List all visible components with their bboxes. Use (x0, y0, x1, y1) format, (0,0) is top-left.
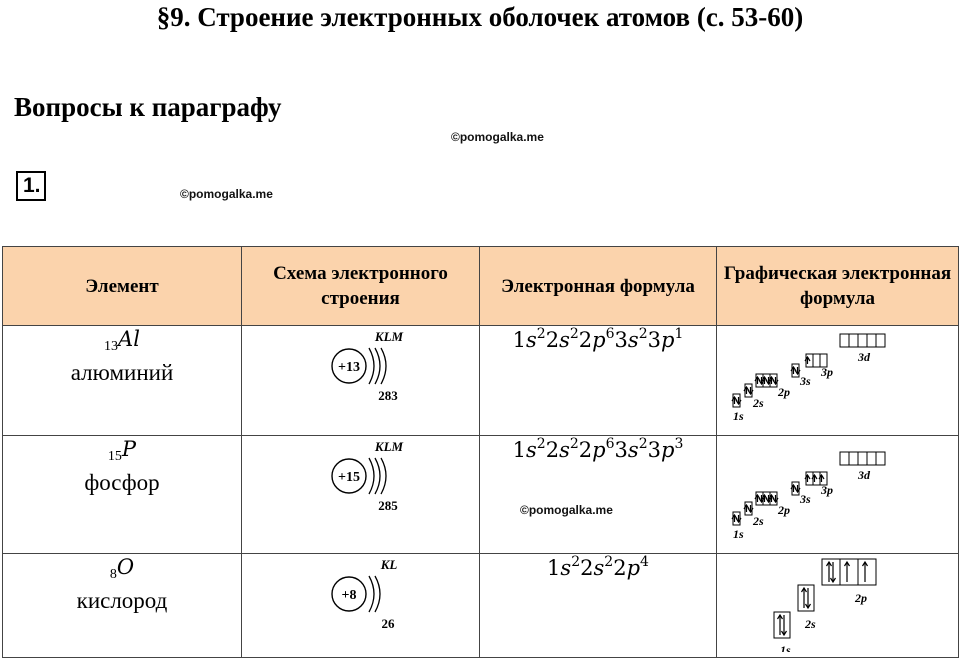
element-cell (3, 554, 242, 658)
electron-structure-table (2, 246, 959, 658)
symbol: P (121, 437, 137, 461)
electron-shell-arc (369, 348, 374, 384)
orbital-label: 3d (857, 468, 870, 482)
orbital-label: 3s (799, 492, 811, 506)
formula-electrons: 2 (638, 436, 648, 452)
formula-sublevel: s (526, 438, 537, 462)
formula-electrons: 2 (571, 554, 581, 570)
formula-electrons: 2 (638, 326, 648, 342)
formula-level: 1 (512, 328, 526, 352)
orbital-label: 2s (804, 617, 816, 631)
scheme-cell (242, 554, 480, 658)
formula-sublevel: s (560, 556, 572, 580)
orbital-label: 2s (752, 396, 764, 410)
header-element: Элемент (3, 247, 242, 326)
formula-level: 2 (578, 328, 593, 352)
orbital-box (840, 334, 849, 347)
orbital-diagram (718, 326, 958, 430)
graphic-formula-cell (717, 554, 959, 658)
formula-level: 3 (647, 438, 661, 462)
orbital-label: 3p (820, 483, 833, 497)
atomic-number: 13 (104, 339, 119, 354)
shells-label: KLM (374, 329, 403, 344)
formula-level: 3 (614, 328, 628, 352)
formula-electrons: 6 (605, 326, 615, 342)
orbital-box (840, 452, 849, 465)
formula-electrons: 3 (674, 436, 684, 452)
orbital-box (876, 452, 885, 465)
table-header-row (3, 247, 959, 326)
orbital-label: 1s (732, 409, 744, 423)
table-row (3, 554, 959, 658)
electron-formula (513, 328, 684, 352)
scheme-cell (242, 326, 480, 436)
atom-scheme-diagram (243, 554, 479, 652)
formula-sublevel: s (593, 556, 605, 580)
orbital-box (867, 452, 876, 465)
element-symbol (3, 436, 241, 470)
element-symbol (3, 554, 241, 588)
symbol: O (116, 555, 135, 579)
question-number: 1. (16, 171, 46, 201)
element-name: алюминий (70, 360, 174, 385)
formula-sublevel: s (627, 328, 639, 352)
nucleus-charge: +13 (337, 360, 360, 375)
electron-shell-arc (381, 458, 386, 494)
header-formula: Электронная формула (480, 247, 717, 326)
orbital-label: 1s (779, 643, 791, 652)
formula-level: 1 (512, 438, 526, 462)
orbital-box (867, 334, 876, 347)
orbital-label: 2p (777, 385, 790, 399)
orbital-box (813, 354, 820, 367)
electron-shell-arc (375, 348, 380, 384)
atomic-number: 15 (107, 449, 122, 464)
watermark: ©pomogalka.me (451, 130, 544, 144)
section-subtitle: Вопросы к параграфу (14, 92, 282, 122)
table-row (3, 326, 959, 436)
formula-sublevel: s (526, 328, 537, 352)
element-name: фосфор (84, 470, 160, 495)
shell-electrons: 26 (381, 616, 394, 631)
formula-electrons: 2 (536, 436, 546, 452)
shells-label: KL (380, 557, 397, 572)
formula-electrons: 4 (640, 554, 649, 570)
formula-level: 3 (614, 438, 628, 462)
formula-electrons: 2 (536, 326, 546, 342)
formula-level: 2 (578, 438, 593, 462)
orbital-box (876, 334, 885, 347)
shell-electrons: 285 (377, 498, 398, 513)
formula-level: 2 (580, 556, 594, 580)
header-scheme: Схема электронного строения (242, 247, 480, 326)
nucleus-charge: +15 (337, 470, 360, 485)
formula-cell (480, 436, 717, 554)
formula-sublevel: p (660, 438, 675, 462)
element-cell (3, 436, 242, 554)
scheme-cell (242, 436, 480, 554)
shell-electrons: 283 (377, 388, 398, 403)
orbital-box (822, 559, 840, 585)
orbital-label: 3d (857, 350, 870, 364)
header-graphic-formula: Графическая электронная формула (717, 247, 959, 326)
formula-level: 2 (613, 556, 627, 580)
orbital-label: 2p (854, 591, 867, 605)
formula-sublevel: s (559, 328, 570, 352)
element-name: кислород (76, 588, 168, 613)
orbital-box (858, 334, 867, 347)
electron-shell-arc (369, 458, 374, 494)
orbital-box (840, 559, 858, 585)
formula-cell (480, 326, 717, 436)
electron-shell-arc (381, 348, 386, 384)
atom-scheme-diagram (243, 326, 479, 430)
orbital-label: 3s (799, 374, 811, 388)
formula-sublevel: s (627, 438, 639, 462)
formula-electrons: 1 (674, 326, 684, 342)
formula-sublevel: p (626, 556, 641, 580)
orbital-box (858, 452, 867, 465)
electron-shell-arc (375, 458, 380, 494)
electron-shell-arc (375, 576, 380, 612)
formula-sublevel: p (660, 328, 675, 352)
electron-formula (547, 556, 649, 580)
formula-electrons: 2 (604, 554, 614, 570)
formula-sublevel: p (592, 328, 606, 352)
formula-level: 2 (545, 328, 560, 352)
element-symbol (3, 326, 241, 360)
electron-shell-arc (369, 576, 374, 612)
orbital-diagram (718, 554, 958, 652)
graphic-formula-cell (717, 436, 959, 554)
formula-level: 2 (545, 438, 560, 462)
electron-formula (513, 438, 684, 462)
atom-scheme-diagram (243, 436, 479, 548)
orbital-box (858, 559, 876, 585)
orbital-box (849, 334, 858, 347)
orbital-label: 2p (777, 503, 790, 517)
orbital-box (849, 452, 858, 465)
graphic-formula-cell (717, 326, 959, 436)
nucleus-charge: +8 (341, 588, 356, 603)
orbital-diagram (718, 436, 958, 548)
formula-sublevel: s (559, 438, 570, 462)
orbital-label: 2s (752, 514, 764, 528)
watermark: ©pomogalka.me (520, 503, 613, 517)
formula-level: 1 (547, 556, 561, 580)
symbol: Al (118, 327, 140, 351)
formula-electrons: 6 (605, 436, 615, 452)
atomic-number: 8 (109, 567, 117, 582)
element-cell (3, 326, 242, 436)
orbital-label: 1s (732, 527, 744, 541)
page-title: §9. Строение электронных оболочек атомов (с. 53-60) (156, 2, 804, 32)
orbital-label: 3p (820, 365, 833, 379)
shells-label: KLM (374, 439, 403, 454)
orbital-box (774, 612, 790, 638)
formula-sublevel: p (592, 438, 606, 462)
formula-electrons: 2 (569, 436, 579, 452)
table-row (3, 436, 959, 554)
watermark: ©pomogalka.me (180, 187, 273, 201)
formula-level: 3 (647, 328, 661, 352)
formula-electrons: 2 (569, 326, 579, 342)
formula-cell (480, 554, 717, 658)
orbital-box (798, 585, 814, 611)
